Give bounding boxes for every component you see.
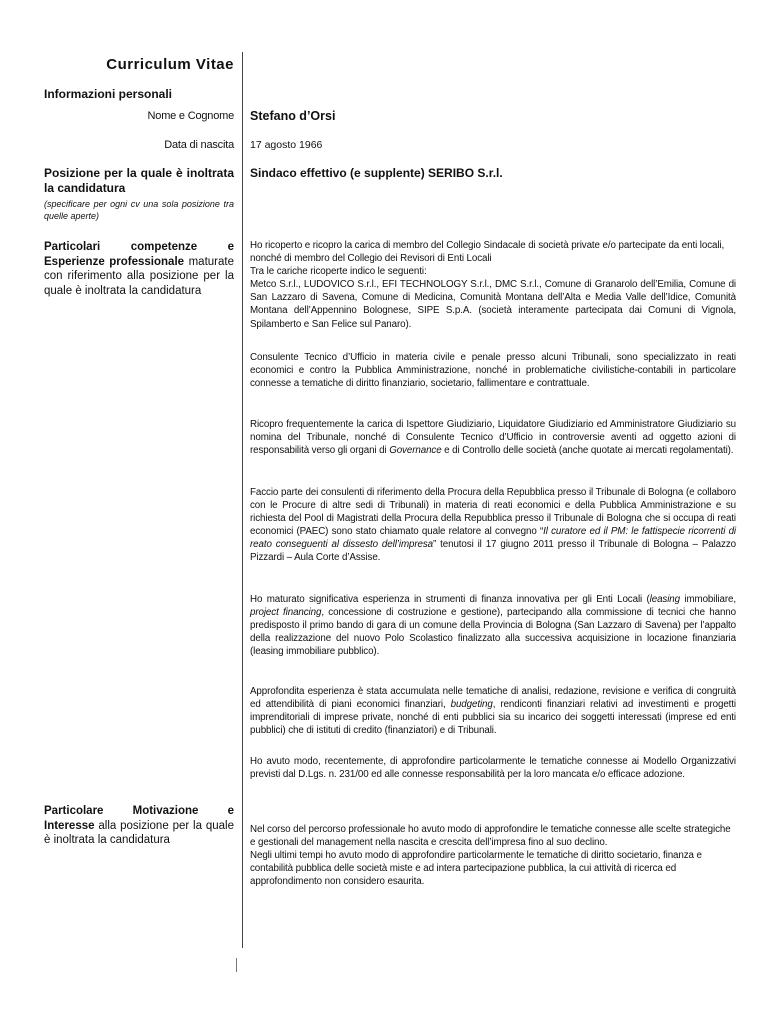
position-value: Sindaco effettivo (e supplente) SERIBO S.r.l.: [250, 166, 503, 180]
motivation-paragraph: [250, 823, 736, 888]
birth-date-label: Data di nascita: [164, 139, 234, 151]
document-title: Curriculum Vitae: [106, 56, 234, 73]
p3-emphasis: Governance: [389, 445, 442, 457]
name-label: Nome e Cognome: [147, 110, 234, 122]
skills-label: [44, 240, 234, 298]
p3-part-2: e di Controllo delle società (anche quotate ai mercati regolamentati).: [441, 445, 734, 457]
skills-paragraph-2: Consulente Tecnico d’Ufficio in materia civile e penale presso alcuni Tribunali, sono specializzato in reati economici e contro la Pubblica Amministrazione, nonché in problematiche civilistiche-contabili in particolare connesse a tematiche di diritto finanziario, societario, fallimentare e contrattuale.: [250, 352, 736, 390]
p6-emphasis: budgeting: [450, 699, 493, 711]
skills-paragraph-1: [250, 239, 736, 331]
page-footer-mark: [236, 958, 237, 972]
p5-part-3: , concessione di costruzione e gestione), partecipando alla commissione di tecnici che hanno predisposto il primo bando di gara di un comune della Provincia di Bologna (San Lazzaro di Savena) per l’appalto della realizzazione del nuovo Polo Scolastico finalizzato alla successiva acquisizione in locazione finanziaria (leasing immobiliare pubblico).: [250, 607, 736, 658]
skills-paragraph-5: [250, 593, 736, 658]
p3-part-1: Ricopro frequentemente la carica di Ispettore Giudiziario, Liquidatore Giudiziario ed Amministratore Giudiziario su nomina del Tribunale, nonché di Consulente Tecnico d’Ufficio in controversie aventi ad oggetto azioni di responsabilità verso gli organi di: [250, 419, 736, 457]
position-label: Posizione per la quale è inoltrata la candidatura: [44, 166, 234, 195]
skills-paragraph-7: Ho avuto modo, recentemente, di approfondire particolarmente le tematiche connesse ai Modello Organizzativi previsti dal D.Lgs. n. 231/00 ed alle connesse responsabilità per la loro mancata e/o efficace adozione.: [250, 756, 736, 781]
skills-p1-intro: Tra le cariche ricoperte indico le seguenti:: [250, 266, 427, 278]
p6-part-2: , rendiconti finanziari relativi ad investimenti e progetti imprenditoriali di imprese private, nonché di enti pubblici sia su incarico dei soggetti interessati (imprese ed enti pubblici) che di istituti di credito (finanziatori) e di Tribunali.: [250, 699, 736, 737]
motivation-label-bold-2: Interesse: [44, 819, 95, 832]
motivation-label-bold-1: Particolare Motivazione e: [44, 805, 234, 817]
skills-paragraph-6: [250, 685, 736, 737]
motivation-p1: Nel corso del percorso professionale ho avuto modo di approfondire le tematiche connesse alle scelte strategiche e gestionali del management nella nascita e crescita dell’impresa fino al suo declino.: [250, 824, 731, 849]
skills-label-rest: maturate con riferimento alla posizione per la quale è inoltrata la candidatura: [44, 255, 234, 297]
skills-p1-line: Ho ricoperto e ricopro la carica di membro del Collegio Sindacale di società private e/o partecipate da enti locali, nonché di membro del Collegio dei Revisori di Enti Locali: [250, 240, 725, 265]
skills-paragraph-3: [250, 418, 736, 457]
p5-part-1: Ho maturato significativa esperienza in strumenti di finanza innovativa per gli Enti Locali (: [250, 594, 650, 605]
p4-part-2: ” tenutosi il 17 giugno 2011 presso il Tribunale di Bologna – Palazzo Pizzardi – Aula Corte d’Assise.: [250, 539, 736, 564]
p5-part-2: immobiliare,: [680, 594, 736, 605]
skills-label-bold: Particolari competenze e Esperienze professionale: [44, 241, 234, 268]
skills-p1-list: Metco S.r.l., LUDOVICO S.r.l., EFI TECHNOLOGY S.r.l., DMC S.r.l., Comune di Granarolo dell’Emilia, Comune di San Lazzaro di Savena, Comune di Medicina, Comunità Montana dell’Alta e Media Valle dell’Idice, Comunità Montana dell’Appennino Bolognese, SIPE S.p.A. (società interamente partecipata dai Comuni di Vignola, Spilamberto e San Felice sul Panaro).: [250, 279, 736, 330]
p6-part-1: Approfondita esperienza è stata accumulata nelle tematiche di analisi, redazione, revisione e verifica di congruità ed attendibilità di piani economici finanziari,: [250, 686, 736, 711]
motivation-label-rest: alla posizione per la quale è inoltrata la candidatura: [44, 819, 234, 846]
motivation-label: [44, 804, 234, 848]
p4-emphasis: Il curatore ed il PM: le fattispecie ricorrenti di reato conseguenti al dissesto dell’impresa: [250, 526, 736, 551]
column-divider: [242, 52, 243, 948]
p5-emphasis-1: leasing: [649, 594, 680, 605]
birth-date-value: 17 agosto 1966: [250, 139, 323, 151]
name-value: Stefano d’Orsi: [250, 109, 336, 123]
section-personal-info: Informazioni personali: [44, 87, 173, 101]
p5-emphasis-2: project financing: [250, 607, 322, 619]
skills-paragraph-4: [250, 486, 736, 565]
position-note: (specificare per ogni cv una sola posizione tra quelle aperte): [44, 199, 234, 221]
p4-part-1: Faccio parte dei consulenti di riferimento della Procura della Repubblica presso il Tribunale di Bologna (e collaboro con le Procure di altre sedi di Tribunali) in materia di reati economici e della Pubblica Amministrazione e su richiesta del Pool di Magistrati della Procura della Repubblica presso il Tribunale di Bologna che si occupa di reati economici (PAEC) sono stato chiamato quale relatore al convegno “: [250, 487, 736, 538]
motivation-p2: Negli ultimi tempi ho avuto modo di approfondire particolarmente le tematiche di diritto societario, finanza e contabilità pubblica delle società miste e ad intera partecipazione pubblica, la cui attività di ricerca ed approfondimento non considero esaurita.: [250, 850, 702, 888]
